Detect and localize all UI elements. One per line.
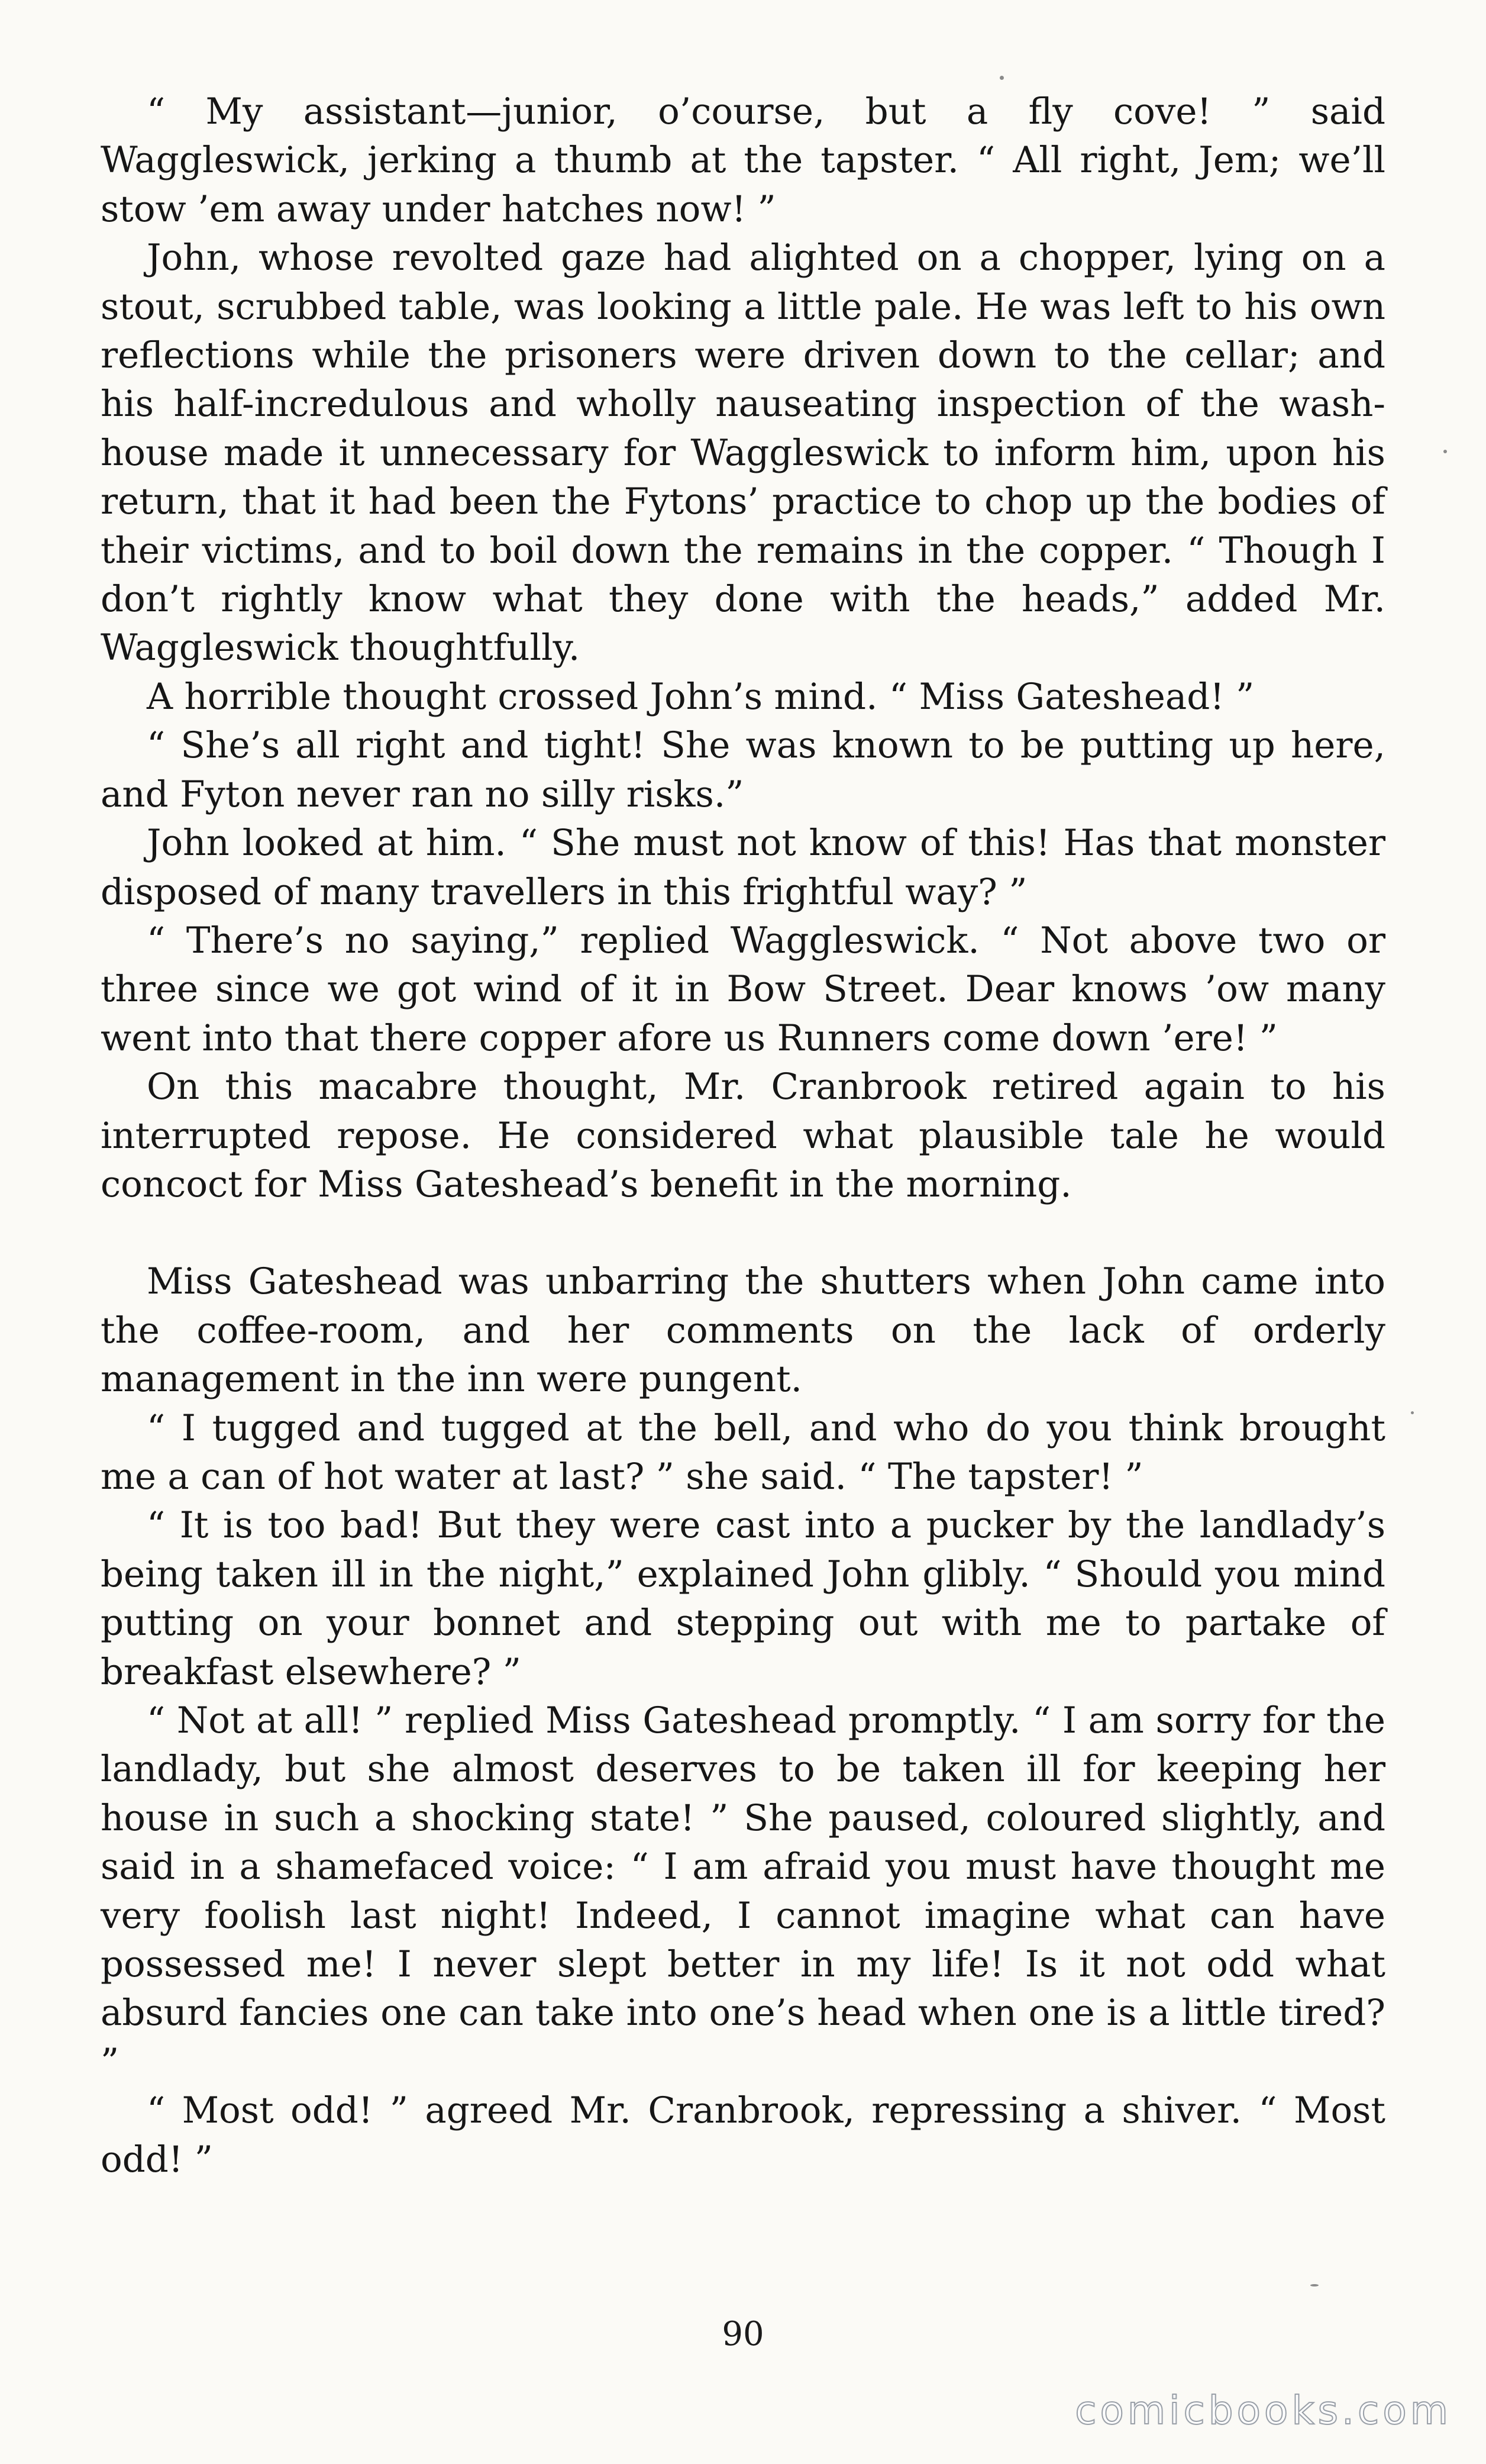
paragraph: “ Most odd! ” agreed Mr. Cranbrook, repressing a shiver. “ Most odd! ” xyxy=(101,2089,1385,2181)
paper-speck xyxy=(1411,1411,1414,1414)
paragraph: “ My assistant—junior, o’course, but a fly cove! ” said Waggleswick, jerking a thumb at the tapster. “ All right, Jem; we’ll stow ’em away under hatches now! ” xyxy=(101,91,1385,230)
paragraph: A horrible thought crossed John’s mind. “ Miss Gateshead! ” xyxy=(147,675,1255,718)
paper-speck xyxy=(1000,76,1004,80)
site-watermark: comicbooks.com xyxy=(1075,2388,1452,2433)
paragraph: “ She’s all right and tight! She was known to be putting up here, and Fyton never ran no silly risks.” xyxy=(101,724,1385,815)
paragraph: “ Not at all! ” replied Miss Gateshead promptly. “ I am sorry for the landlady, but she almost deserves to be taken ill for keeping her house in such a shocking state! ” She paused, coloured slightly, and said in a shamefaced voice: “ I am afraid you must have thought me very foolish last night! Indeed, I cannot imagine what can have possessed me! I never slept better in my life! Is it not odd what absurd fancies one can take into one’s head when one is a little tired? ” xyxy=(101,1699,1385,2083)
paper-speck xyxy=(1443,450,1447,453)
paragraph: John, whose revolted gaze had alighted on a chopper, lying on a stout, scrubbed table, was looking a little pale. He was left to his own reflections while the prisoners were driven down to the cellar; and his half-incredulous and wholly nauseating inspection of the wash-house made it unnecessary for Waggleswick to inform him, upon his return, that it had been the Fytons’ practice to chop up the bodies of their victims, and to boil down the remains in the copper. “ Though I don’t rightly know what they done with the heads,” added Mr. Waggleswick thoughtfully. xyxy=(101,237,1385,669)
page-number: 90 xyxy=(722,2315,764,2353)
paragraph: On this macabre thought, Mr. Cranbrook retired again to his interrupted repose. He considered what plausible tale he would concoct for Miss Gateshead’s benefit in the morning. xyxy=(101,1066,1385,1205)
paragraph: “ It is too bad! But they were cast into a pucker by the landlady’s being taken ill in the night,” explained John glibly. “ Should you mind putting on your bonnet and stepping out with me to partake of breakfast elsewhere? ” xyxy=(101,1504,1385,1693)
paragraph: “ I tugged and tugged at the bell, and who do you think brought me a can of hot water at last? ” she said. “ The tapster! ” xyxy=(101,1407,1385,1498)
paragraph-section-start: Miss Gateshead was unbarring the shutters when John came into the coffee-room, and her comments on the lack of orderly management in the inn were pungent. xyxy=(101,1260,1385,1401)
paragraph: “ There’s no saying,” replied Waggleswick. “ Not above two or three since we got wind of it in Bow Street. Dear knows ’ow many went into that there copper afore us Runners come down ’ere! ” xyxy=(101,919,1385,1059)
paper-speck xyxy=(1310,2284,1319,2286)
paragraph: John looked at him. “ She must not know of this! Has that monster disposed of many travellers in this frightful way? ” xyxy=(101,822,1385,913)
body-text xyxy=(101,88,1385,2184)
